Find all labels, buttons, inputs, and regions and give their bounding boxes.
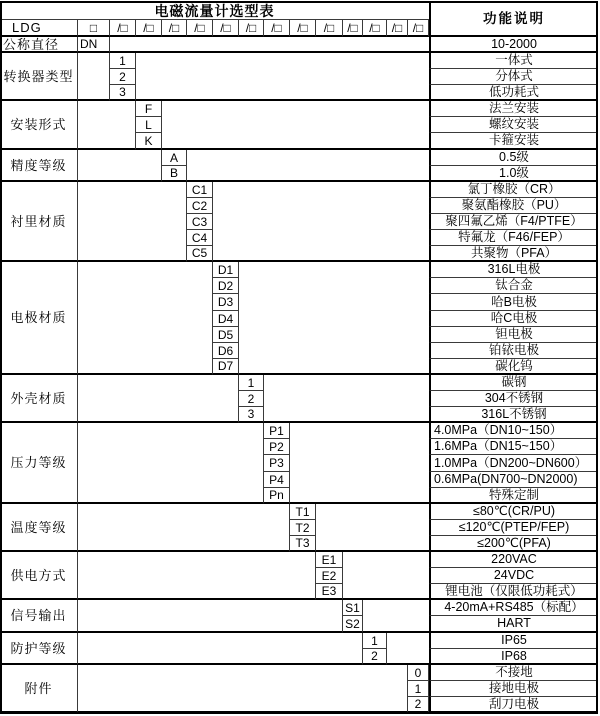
- spacer-right-power-supply: [343, 552, 429, 600]
- desc-cell-lining-material-C1: 氯丁橡胶（CR）: [429, 182, 598, 198]
- code-cell-signal-output-S1: S1: [343, 600, 363, 616]
- desc-cell-accuracy-class-B: 1.0级: [429, 166, 598, 182]
- desc-cell-protection-class-2: IP68: [429, 649, 598, 665]
- section-label-electrode-material: 电极材质: [0, 262, 78, 375]
- code-cell-protection-class-1: 1: [363, 633, 387, 649]
- model-slash-box-12: /□: [387, 20, 408, 37]
- desc-cell-accessories-1: 接地电极: [429, 681, 598, 697]
- section-label-installation-form: 安装形式: [0, 101, 78, 150]
- spacer-left-protection-class: [78, 633, 363, 665]
- desc-cell-accessories-0: 不接地: [429, 665, 598, 681]
- spacer-right-lining-material: [213, 182, 429, 262]
- code-cell-lining-material-C5: C5: [187, 246, 213, 262]
- code-cell-signal-output-S2: S2: [343, 616, 363, 633]
- desc-cell-pressure-class-P2: 1.6MPa（DN15~150）: [429, 439, 598, 455]
- desc-cell-electrode-material-D4: 哈C电极: [429, 311, 598, 327]
- spacer-right-accuracy-class: [187, 150, 429, 182]
- desc-cell-lining-material-C3: 聚四氟乙烯（F4/PTFE）: [429, 214, 598, 230]
- section-label-signal-output: 信号输出: [0, 600, 78, 633]
- model-slash-box-3: /□: [162, 20, 187, 37]
- desc-cell-lining-material-C4: 特氟龙（F46/FEP）: [429, 230, 598, 246]
- diameter-label: 公称直径: [0, 37, 78, 53]
- code-cell-pressure-class-P1: P1: [264, 423, 290, 439]
- desc-cell-pressure-class-P1: 4.0MPa（DN10~150）: [429, 423, 598, 439]
- code-cell-power-supply-E2: E2: [316, 568, 343, 584]
- desc-cell-installation-form-F: 法兰安装: [429, 101, 598, 117]
- desc-cell-power-supply-E2: 24VDC: [429, 568, 598, 584]
- model-slash-box-10: /□: [343, 20, 363, 37]
- code-cell-converter-type-1: 1: [110, 53, 136, 69]
- diameter-description: 10-2000: [429, 37, 598, 53]
- spacer-left-installation-form: [78, 101, 136, 150]
- code-cell-lining-material-C4: C4: [187, 230, 213, 246]
- desc-cell-lining-material-C2: 聚氨酯橡胶（PU）: [429, 198, 598, 214]
- code-cell-power-supply-E1: E1: [316, 552, 343, 568]
- code-cell-temperature-class-T2: T2: [290, 520, 316, 536]
- table-title: 电磁流量计选型表: [0, 2, 429, 20]
- spacer-right-converter-type: [136, 53, 429, 101]
- code-cell-converter-type-3: 3: [110, 85, 136, 101]
- desc-cell-power-supply-E3: 锂电池（仅限低功耗式）: [429, 584, 598, 600]
- spacer-left-power-supply: [78, 552, 316, 600]
- spacer-left-accuracy-class: [78, 150, 162, 182]
- model-slash-box-13: /□: [408, 20, 429, 37]
- spacer-right-installation-form: [162, 101, 429, 150]
- code-cell-electrode-material-D6: D6: [213, 343, 239, 359]
- spacer-left-signal-output: [78, 600, 343, 633]
- desc-cell-temperature-class-T1: ≤80℃(CR/PU): [429, 504, 598, 520]
- section-label-converter-type: 转换器类型: [0, 53, 78, 101]
- desc-cell-electrode-material-D6: 铂铱电极: [429, 343, 598, 359]
- spacer-left-accessories: [78, 665, 408, 713]
- code-cell-pressure-class-Pn: Pn: [264, 488, 290, 504]
- code-cell-accessories-2: 2: [408, 697, 429, 713]
- function-column-header: 功能说明: [429, 2, 598, 37]
- spacer-left-pressure-class: [78, 423, 264, 504]
- code-cell-pressure-class-P4: P4: [264, 472, 290, 488]
- desc-cell-pressure-class-P4: 0.6MPa(DN700~DN2000): [429, 472, 598, 488]
- desc-cell-pressure-class-P3: 1.0MPa（DN200~DN600）: [429, 455, 598, 472]
- desc-cell-housing-material-2: 304不锈钢: [429, 391, 598, 407]
- model-slash-box-7: /□: [264, 20, 290, 37]
- desc-cell-power-supply-E1: 220VAC: [429, 552, 598, 568]
- desc-cell-converter-type-1: 一体式: [429, 53, 598, 69]
- desc-cell-temperature-class-T2: ≤120℃(PTEP/FEP): [429, 520, 598, 536]
- model-slash-box-9: /□: [316, 20, 343, 37]
- desc-cell-converter-type-2: 分体式: [429, 69, 598, 85]
- section-label-pressure-class: 压力等级: [0, 423, 78, 504]
- desc-cell-signal-output-S1: 4-20mA+RS485（标配）: [429, 600, 598, 616]
- diameter-spacer: [110, 37, 429, 53]
- section-label-housing-material: 外壳材质: [0, 375, 78, 423]
- desc-cell-accuracy-class-A: 0.5级: [429, 150, 598, 166]
- desc-cell-electrode-material-D2: 钛合金: [429, 278, 598, 294]
- code-cell-housing-material-2: 2: [239, 391, 264, 407]
- desc-cell-electrode-material-D1: 316L电极: [429, 262, 598, 278]
- section-label-accessories: 附件: [0, 665, 78, 713]
- model-slash-box-1: /□: [110, 20, 136, 37]
- spacer-right-pressure-class: [290, 423, 429, 504]
- code-cell-housing-material-3: 3: [239, 407, 264, 423]
- model-box: □: [78, 20, 110, 37]
- code-cell-lining-material-C2: C2: [187, 198, 213, 214]
- diameter-code: DN: [78, 37, 110, 53]
- spacer-right-temperature-class: [316, 504, 429, 552]
- spacer-right-signal-output: [363, 600, 429, 633]
- model-slash-box-5: /□: [213, 20, 239, 37]
- desc-cell-electrode-material-D3: 哈B电极: [429, 294, 598, 311]
- spacer-left-temperature-class: [78, 504, 290, 552]
- desc-cell-accessories-2: 刮刀电极: [429, 697, 598, 713]
- spacer-left-converter-type: [78, 53, 110, 101]
- section-label-temperature-class: 温度等级: [0, 504, 78, 552]
- code-cell-protection-class-2: 2: [363, 649, 387, 665]
- desc-cell-temperature-class-T3: ≤200℃(PFA): [429, 536, 598, 552]
- code-cell-accessories-1: 1: [408, 681, 429, 697]
- spacer-left-housing-material: [78, 375, 239, 423]
- spacer-left-lining-material: [78, 182, 187, 262]
- desc-cell-pressure-class-Pn: 特殊定制: [429, 488, 598, 504]
- desc-cell-protection-class-1: IP65: [429, 633, 598, 649]
- code-cell-temperature-class-T1: T1: [290, 504, 316, 520]
- code-cell-converter-type-2: 2: [110, 69, 136, 85]
- code-cell-installation-form-F: F: [136, 101, 162, 117]
- code-cell-housing-material-1: 1: [239, 375, 264, 391]
- code-cell-accessories-0: 0: [408, 665, 429, 681]
- code-cell-lining-material-C1: C1: [187, 182, 213, 198]
- code-cell-electrode-material-D4: D4: [213, 311, 239, 327]
- desc-cell-lining-material-C5: 共聚物（PFA）: [429, 246, 598, 262]
- desc-cell-electrode-material-D5: 钽电极: [429, 327, 598, 343]
- code-cell-electrode-material-D2: D2: [213, 278, 239, 294]
- section-label-accuracy-class: 精度等级: [0, 150, 78, 182]
- desc-cell-installation-form-L: 螺纹安装: [429, 117, 598, 133]
- section-label-lining-material: 衬里材质: [0, 182, 78, 262]
- section-label-power-supply: 供电方式: [0, 552, 78, 600]
- code-cell-electrode-material-D7: D7: [213, 359, 239, 375]
- code-cell-installation-form-L: L: [136, 117, 162, 133]
- model-prefix: LDG: [0, 20, 78, 37]
- code-cell-pressure-class-P3: P3: [264, 455, 290, 472]
- desc-cell-housing-material-3: 316L不锈钢: [429, 407, 598, 423]
- code-cell-electrode-material-D5: D5: [213, 327, 239, 343]
- spacer-right-protection-class: [387, 633, 429, 665]
- code-cell-temperature-class-T3: T3: [290, 536, 316, 552]
- code-cell-installation-form-K: K: [136, 133, 162, 150]
- model-slash-box-2: /□: [136, 20, 162, 37]
- code-cell-pressure-class-P2: P2: [264, 439, 290, 455]
- desc-cell-signal-output-S2: HART: [429, 616, 598, 633]
- section-label-protection-class: 防护等级: [0, 633, 78, 665]
- desc-cell-converter-type-3: 低功耗式: [429, 85, 598, 101]
- code-cell-lining-material-C3: C3: [187, 214, 213, 230]
- desc-cell-housing-material-1: 碳钢: [429, 375, 598, 391]
- code-cell-power-supply-E3: E3: [316, 584, 343, 600]
- code-cell-electrode-material-D3: D3: [213, 294, 239, 311]
- code-cell-accuracy-class-A: A: [162, 150, 187, 166]
- spacer-right-housing-material: [264, 375, 429, 423]
- model-slash-box-6: /□: [239, 20, 264, 37]
- code-cell-accuracy-class-B: B: [162, 166, 187, 182]
- model-slash-box-4: /□: [187, 20, 213, 37]
- desc-cell-electrode-material-D7: 碳化钨: [429, 359, 598, 375]
- code-cell-electrode-material-D1: D1: [213, 262, 239, 278]
- model-slash-box-8: /□: [290, 20, 316, 37]
- desc-cell-installation-form-K: 卡箍安装: [429, 133, 598, 150]
- spacer-right-electrode-material: [239, 262, 429, 375]
- spacer-left-electrode-material: [78, 262, 213, 375]
- model-slash-box-11: /□: [363, 20, 387, 37]
